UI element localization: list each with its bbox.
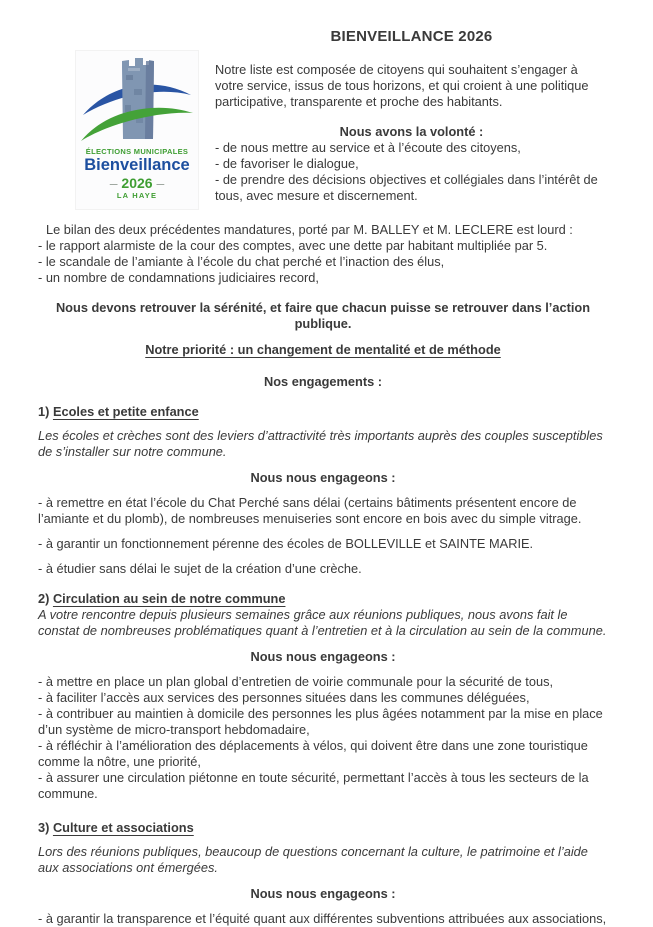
list-item: - à assurer une circulation piétonne en toute sécurité, permettant l’accès à tous les secteurs de la commune. [38, 770, 589, 801]
volonte-heading: Nous avons la volonté : [339, 124, 484, 139]
section-subheading: Nous nous engageons : [250, 886, 396, 901]
section-title: 3) Culture et associations [38, 820, 194, 835]
section-intro: Lors des réunions publiques, beaucoup de questions concernant la culture, le patrimoine et l’aide aux associations ont émergées. [38, 844, 588, 875]
list-item: - à étudier sans délai le sujet de la création d’une crèche. [38, 561, 362, 576]
section-list [38, 674, 608, 802]
list-item: - à remettre en état l’école du Chat Perché sans délai (certains bâtiments présentent encore de l’amiante et du plomb), de nombreuses menuiseries sont encore en bois avec du simple vitrage. [38, 495, 582, 526]
bilan-block [38, 222, 608, 286]
intro-column [215, 28, 608, 210]
section-number: 2) [38, 591, 53, 606]
list-item: - à faciliter l’accès aux services des personnes situées dans les communes déléguées, [38, 690, 530, 705]
section-number: 1) [38, 404, 53, 419]
list-item: - le rapport alarmiste de la cour des comptes, avec une dette par habitant multipliée par 5. [38, 238, 548, 253]
logo-dash-right: – [156, 175, 165, 191]
section-circulation [38, 591, 608, 802]
section-subheading: Nous nous engageons : [250, 470, 396, 485]
list-item: - à garantir un fonctionnement pérenne des écoles de BOLLEVILLE et SAINTE MARIE. [38, 536, 534, 551]
list-item: - à contribuer au maintien à domicile des personnes les plus âgées notamment par la mise en place d’un système de micro-transport hebdomadaire, [38, 706, 603, 737]
section-title: 2) Circulation au sein de notre commune [38, 591, 286, 606]
list-item: - de favoriser le dialogue, [215, 156, 359, 171]
list-item: - un nombre de condamnations judiciaires record, [38, 270, 319, 285]
logo-column [38, 28, 215, 210]
section-number: 3) [38, 820, 53, 835]
section-culture [38, 820, 608, 927]
section-list [38, 495, 608, 577]
header [38, 28, 608, 210]
list-item: - à réfléchir à l’amélioration des déplacements à vélos, qui doivent être dans une zone touristique comme la nôtre, une priorité, [38, 738, 588, 769]
statement-priorite: Notre priorité : un changement de mentalité et de méthode [145, 342, 501, 357]
campaign-logo [75, 50, 199, 210]
statement-engagements: Nos engagements : [263, 374, 383, 389]
section-subheading: Nous nous engageons : [250, 649, 396, 664]
logo-name: Bienveillance [84, 156, 190, 174]
section-intro: Les écoles et crèches sont des leviers d’attractivité très importants auprès des couples susceptibles de s’installer sur notre commune. [38, 428, 603, 459]
list-item: - à garantir la transparence et l’équité quant aux différentes subventions attribuées aux associations, [38, 911, 607, 926]
section-ecoles [38, 404, 608, 577]
list-item: - de nous mettre au service et à l’écoute des citoyens, [215, 140, 521, 155]
logo-year: – 2026 – [109, 175, 165, 191]
logo-city: LA HAYE [116, 191, 158, 200]
bilan-intro: Le bilan des deux précédentes mandatures, porté par M. BALLEY et M. LECLERE est lourd : [46, 222, 573, 237]
statement-serenite: Nous devons retrouver la sérénité, et faire que chacun puisse se retrouver dans l’action publique. [55, 300, 591, 331]
section-list [38, 911, 608, 927]
section-intro: A votre rencontre depuis plusieurs semaines grâce aux réunions publiques, nous avons fait le constat de nombreuses problématiques quant à l’entretien et à la circulation au sein de la commune. [38, 607, 607, 638]
volonte-list [215, 140, 608, 204]
section-title: 1) Ecoles et petite enfance [38, 404, 199, 419]
list-item: - de prendre des décisions objectives et collégiales dans l’intérêt de tous, avec mesure et discernement. [215, 172, 598, 203]
bilan-list [38, 238, 608, 286]
intro-paragraph: Notre liste est composée de citoyens qui souhaitent s’engager à votre service, issus de tous horizons, et qui croient à une politique participative, transparente et proche des habitants. [215, 62, 589, 109]
list-item: - le scandale de l’amiante à l’école du chat perché et l’inaction des élus, [38, 254, 445, 269]
page-title: BIENVEILLANCE 2026 [330, 28, 493, 45]
castle-tower-icon [81, 55, 193, 147]
logo-elections-label: ÉLECTIONS MUNICIPALES [85, 147, 189, 156]
logo-dash-left: – [109, 175, 118, 191]
list-item: - à mettre en place un plan global d’entretien de voirie communale pour la sécurité de tous, [38, 674, 554, 689]
